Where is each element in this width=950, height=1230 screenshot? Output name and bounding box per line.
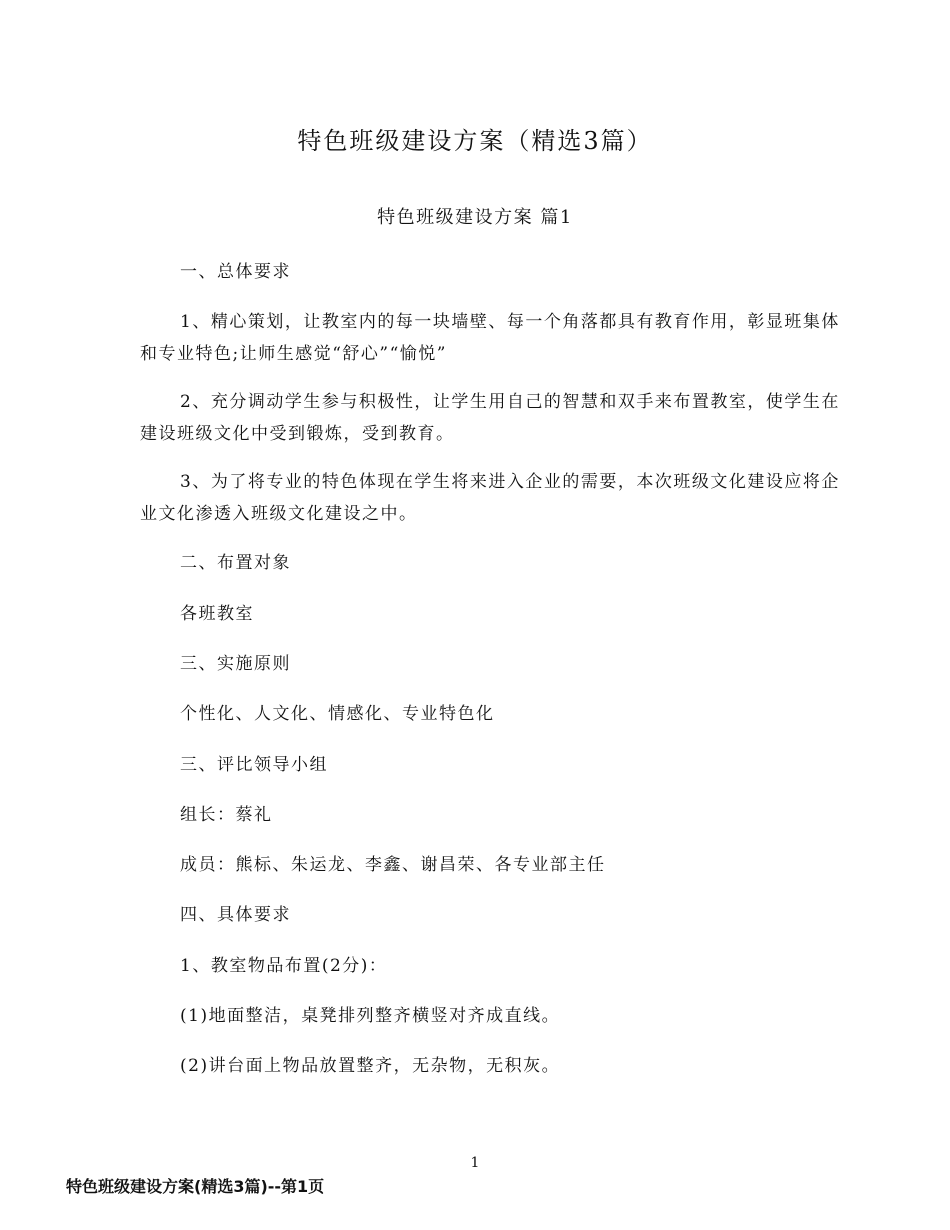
requirement-item-1-1: (1)地面整洁，桌凳排列整齐横竖对齐成直线。 [180, 1006, 561, 1026]
requirement-item-1-2: (2)讲台面上物品放置整齐，无杂物，无积灰。 [180, 1056, 561, 1076]
heading-principles: 三、实施原则 [180, 654, 291, 674]
paragraph-2: 2、充分调动学生参与积极性，让学生用自己的智慧和双手来布置教室，使学生在建设班级文化中受到锻炼，受到教育。 [140, 392, 840, 444]
text-principles: 个性化、人文化、情感化、专业特色化 [180, 704, 495, 724]
paragraph-3: 3、为了将专业的特色体现在学生将来进入企业的需要，本次班级文化建设应将企业文化渗透入班级文化建设之中。 [140, 472, 840, 524]
requirement-item-1: 1、教室物品布置(2分)： [180, 956, 388, 976]
heading-layout-target: 二、布置对象 [180, 553, 291, 573]
page-number: 1 [470, 1155, 480, 1171]
text-group-members: 成员：熊标、朱运龙、李鑫、谢昌荣、各专业部主任 [180, 855, 606, 875]
heading-specific-requirements: 四、具体要求 [180, 905, 291, 925]
document-title: 特色班级建设方案（精选3篇） [297, 127, 653, 155]
section-title: 特色班级建设方案 篇1 [377, 207, 573, 228]
heading-leadership-group: 三、评比领导小组 [180, 755, 328, 775]
footer-label: 特色班级建设方案(精选3篇)--第1页 [66, 1177, 325, 1196]
paragraph-1: 1、精心策划，让教室内的每一块墙壁、每一个角落都具有教育作用，彰显班集体和专业特色;让师生感觉“舒心”“愉悦” [140, 312, 840, 364]
heading-general-requirements: 一、总体要求 [180, 262, 291, 282]
text-layout-target: 各班教室 [180, 604, 254, 624]
text-group-leader: 组长：蔡礼 [180, 805, 273, 825]
